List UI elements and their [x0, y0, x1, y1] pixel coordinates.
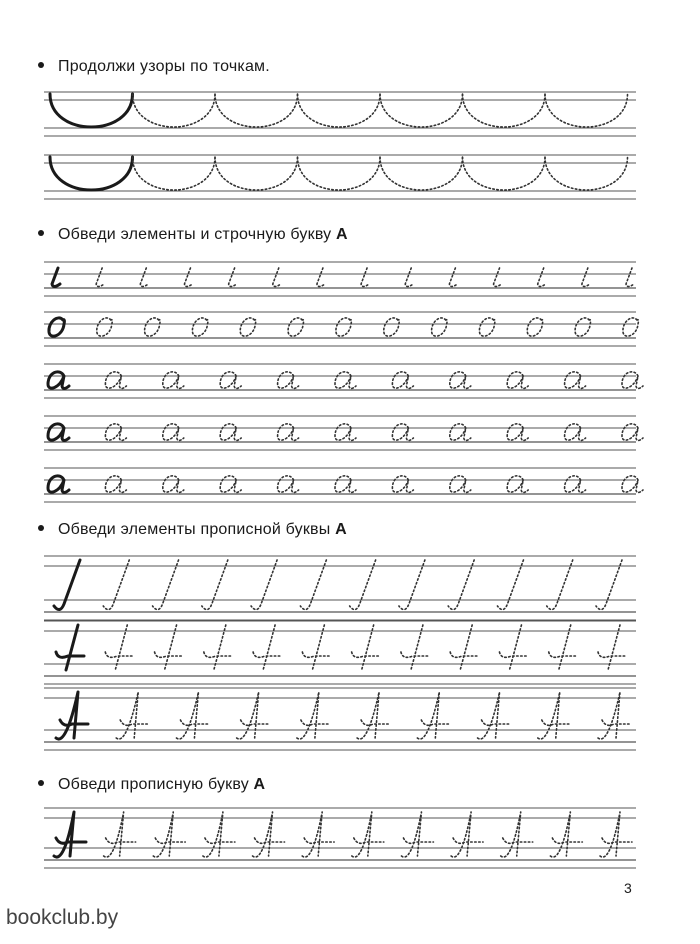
dotted-uppercase-letter — [352, 812, 384, 857]
solid-uppercase-letter — [54, 812, 86, 857]
dotted-letter-element — [145, 318, 160, 336]
dotted-letter-element — [622, 424, 643, 441]
scallop-pattern — [133, 157, 216, 190]
dotted-letter-element — [575, 318, 590, 336]
dotted-letter-element — [220, 424, 241, 441]
dotted-letter-element — [401, 625, 429, 670]
dotted-letter-element — [450, 372, 471, 389]
dotted-letter-element — [105, 476, 126, 493]
dotted-letter-element — [335, 424, 356, 441]
dotted-letter-element — [499, 625, 527, 670]
dotted-letter-element — [335, 372, 356, 389]
dotted-letter-element — [507, 476, 528, 493]
scallop-pattern — [380, 157, 463, 190]
dotted-letter-element — [549, 625, 577, 670]
dotted-letter-element — [596, 560, 622, 610]
dotted-letter-element — [153, 560, 179, 610]
dotted-letter-element — [450, 625, 478, 670]
scallop-pattern — [298, 94, 381, 127]
dotted-letter-element — [565, 372, 586, 389]
dotted-letter-element — [527, 318, 542, 336]
solid-letter-element — [48, 476, 69, 493]
dotted-letter-element — [184, 268, 192, 287]
scallop-pattern — [545, 157, 628, 190]
dotted-letter-element — [392, 372, 413, 389]
dotted-letter-element — [449, 268, 457, 287]
dotted-uppercase-letter — [451, 812, 483, 857]
instruction-letter: А — [253, 776, 266, 793]
instruction-text: Обведи прописную букву — [58, 776, 254, 793]
dotted-letter-element — [176, 692, 208, 739]
dotted-letter-element — [204, 625, 232, 670]
dotted-letter-element — [565, 424, 586, 441]
dotted-letter-element — [538, 692, 570, 739]
dotted-uppercase-letter — [401, 812, 433, 857]
dotted-letter-element — [278, 476, 299, 493]
dotted-letter-element — [399, 560, 425, 610]
scallop-pattern — [545, 94, 628, 127]
dotted-letter-element — [116, 692, 148, 739]
dotted-letter-element — [273, 268, 281, 287]
dotted-letter-element — [220, 372, 241, 389]
scallop-pattern — [215, 94, 298, 127]
dotted-uppercase-letter — [203, 812, 235, 857]
dotted-letter-element — [288, 318, 303, 336]
solid-letter-element — [56, 692, 88, 739]
dotted-letter-element — [384, 318, 399, 336]
solid-letter-element — [48, 372, 69, 389]
dotted-letter-element — [251, 560, 277, 610]
dotted-letter-element — [220, 476, 241, 493]
dotted-letter-element — [163, 372, 184, 389]
dotted-letter-element — [105, 424, 126, 441]
dotted-letter-element — [623, 318, 638, 336]
dotted-letter-element — [598, 625, 626, 670]
dotted-letter-element — [97, 318, 112, 336]
dotted-uppercase-letter — [302, 812, 334, 857]
dotted-letter-element — [479, 318, 494, 336]
dotted-letter-element — [494, 268, 502, 287]
dotted-letter-element — [163, 424, 184, 441]
dotted-uppercase-letter — [253, 812, 285, 857]
solid-letter-element — [49, 318, 64, 336]
dotted-letter-element — [96, 268, 104, 287]
scallop-pattern — [463, 157, 546, 190]
dotted-letter-element — [202, 560, 228, 610]
dotted-letter-element — [622, 372, 643, 389]
dotted-letter-element — [278, 424, 299, 441]
dotted-letter-element — [302, 625, 330, 670]
dotted-uppercase-letter — [550, 812, 582, 857]
dotted-letter-element — [538, 268, 546, 287]
dotted-letter-element — [253, 625, 281, 670]
scallop-pattern — [50, 94, 133, 127]
dotted-letter-element — [507, 424, 528, 441]
dotted-letter-element — [626, 268, 634, 287]
dotted-letter-element — [450, 476, 471, 493]
scallop-pattern — [50, 157, 133, 190]
dotted-letter-element — [432, 318, 447, 336]
dotted-letter-element — [598, 692, 630, 739]
dotted-letter-element — [582, 268, 590, 287]
dotted-letter-element — [405, 268, 413, 287]
dotted-letter-element — [478, 692, 510, 739]
dotted-letter-element — [450, 424, 471, 441]
dotted-letter-element — [155, 625, 183, 670]
watermark: bookclub.by — [6, 906, 119, 929]
dotted-letter-element — [547, 560, 573, 610]
dotted-uppercase-letter — [501, 812, 533, 857]
scallop-pattern — [215, 157, 298, 190]
dotted-letter-element — [565, 476, 586, 493]
dotted-letter-element — [278, 372, 299, 389]
dotted-uppercase-letter — [600, 812, 632, 857]
dotted-letter-element — [497, 560, 523, 610]
dotted-letter-element — [392, 476, 413, 493]
dotted-letter-element — [317, 268, 325, 287]
dotted-letter-element — [103, 560, 129, 610]
dotted-letter-element — [417, 692, 449, 739]
solid-letter-element — [52, 268, 60, 287]
scallop-pattern — [463, 94, 546, 127]
dotted-letter-element — [622, 476, 643, 493]
dotted-letter-element — [105, 372, 126, 389]
dotted-letter-element — [352, 625, 380, 670]
dotted-letter-element — [357, 692, 389, 739]
solid-letter-element — [54, 560, 80, 610]
dotted-letter-element — [297, 692, 329, 739]
dotted-letter-element — [240, 318, 255, 336]
dotted-letter-element — [105, 625, 133, 670]
instruction-letter: А — [335, 521, 347, 538]
dotted-letter-element — [192, 318, 207, 336]
dotted-uppercase-letter — [153, 812, 185, 857]
dotted-letter-element — [300, 560, 326, 610]
solid-letter-element — [56, 625, 84, 670]
dotted-uppercase-letter — [104, 812, 136, 857]
dotted-letter-element — [448, 560, 474, 610]
instruction-letter: А — [336, 226, 348, 243]
dotted-letter-element — [237, 692, 269, 739]
dotted-letter-element — [350, 560, 376, 610]
dotted-letter-element — [335, 476, 356, 493]
instruction-text: Обведи элементы и строчную букву — [58, 226, 337, 243]
dotted-letter-element — [507, 372, 528, 389]
instruction-text: Обведи элементы прописной буквы — [58, 521, 336, 538]
dotted-letter-element — [336, 318, 351, 336]
dotted-letter-element — [361, 268, 369, 287]
solid-letter-element — [48, 424, 69, 441]
dotted-letter-element — [392, 424, 413, 441]
scallop-pattern — [133, 94, 216, 127]
instruction-text: Продолжи узоры по точкам. — [58, 58, 270, 75]
scallop-pattern — [380, 94, 463, 127]
dotted-letter-element — [229, 268, 237, 287]
dotted-letter-element — [163, 476, 184, 493]
page-number: 3 — [624, 880, 632, 896]
scallop-pattern — [298, 157, 381, 190]
dotted-letter-element — [140, 268, 148, 287]
